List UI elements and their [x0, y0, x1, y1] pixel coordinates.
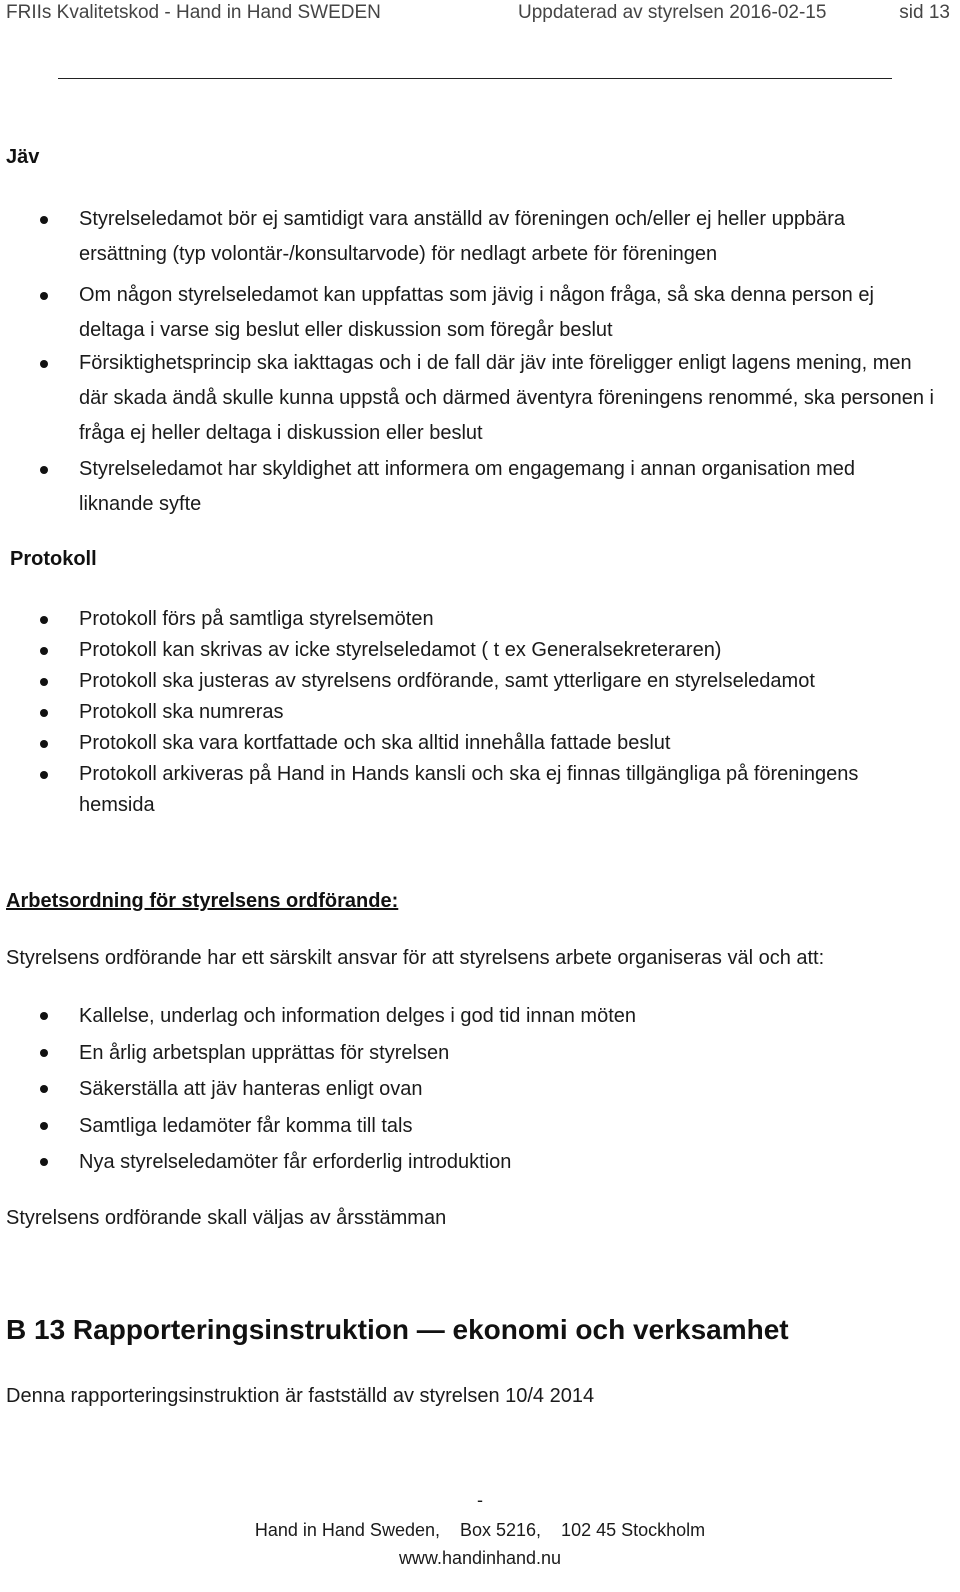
bullet-icon: [40, 1012, 48, 1020]
list-item-text: Protokoll ska numreras: [79, 701, 284, 723]
list-item: [0, 452, 945, 522]
list-item: [0, 998, 945, 1035]
list-item-text: Protokoll ska vara kortfattade och ska alltid innehålla fattade beslut: [79, 732, 671, 754]
list-item-text: Protokoll ska justeras av styrelsens ordförande, samt ytterligare en styrelseledamot: [79, 670, 815, 692]
bullet-icon: [40, 292, 48, 300]
list-item-text: Protokoll kan skrivas av icke styrelseledamot ( t ex Generalsekreteraren): [79, 639, 722, 661]
bullet-icon: [40, 466, 48, 474]
section-heading-b13: B 13 Rapporteringsinstruktion — ekonomi och verksamhet: [6, 1314, 789, 1345]
list-item-text: Styrelseledamot bör ej samtidigt vara anställd av föreningen och/eller ej heller uppbära ersättning (typ volontär-/konsultarvode) för nedlagt arbete för föreningen: [79, 208, 845, 265]
ordforande-list: [0, 998, 945, 1181]
list-item: [0, 635, 945, 666]
jav-list: [0, 202, 945, 522]
bullet-icon: [40, 1085, 48, 1093]
bullet-icon: [40, 616, 48, 624]
bullet-icon: [40, 678, 48, 686]
ordforande-intro: Styrelsens ordförande har ett särskilt ansvar för att styrelsens arbete organiseras väl och att:: [6, 947, 825, 969]
list-item: [0, 697, 945, 728]
bullet-icon: [40, 647, 48, 655]
section-heading-protokoll: Protokoll: [10, 548, 97, 570]
list-item: [0, 759, 945, 821]
list-item: [0, 604, 945, 635]
list-item: [0, 278, 945, 346]
bullet-icon: [40, 771, 48, 779]
list-item: [0, 202, 945, 274]
list-item-text: Protokoll förs på samtliga styrelsemöten: [79, 608, 434, 630]
bullet-icon: [40, 1158, 48, 1166]
footer-website: www.handinhand.nu: [398, 1548, 562, 1568]
bullet-icon: [40, 1049, 48, 1057]
header-rule: [58, 78, 892, 79]
list-item: [0, 346, 945, 452]
bullet-icon: [40, 360, 48, 368]
section-heading-jav: Jäv: [6, 146, 40, 168]
bullet-icon: [40, 1122, 48, 1130]
section-heading-ordforande: Arbetsordning för styrelsens ordförande:: [6, 890, 399, 912]
list-item-text: Nya styrelseledamöter får erforderlig introduktion: [79, 1151, 512, 1173]
list-item-text: Samtliga ledamöter får komma till tals: [79, 1114, 413, 1137]
footer-address: Hand in Hand Sweden, Box 5216, 102 45 Stockholm: [254, 1520, 706, 1540]
bullet-icon: [40, 216, 48, 224]
list-item-text: Om någon styrelseledamot kan uppfattas som jävig i någon fråga, så ska denna person ej deltaga i varse sig beslut eller diskussion som föregår beslut: [79, 284, 874, 341]
list-item: [0, 1108, 945, 1145]
page-header: [6, 2, 950, 28]
header-page-number: sid 13: [899, 2, 950, 23]
list-item: [0, 728, 945, 759]
list-item: [0, 1144, 945, 1181]
list-item-text: Protokoll arkiveras på Hand in Hands kansli och ska ej finnas tillgängliga på föreningens hemsida: [79, 763, 859, 816]
list-item-text: Kallelse, underlag och information delges i god tid innan möten: [79, 1005, 637, 1027]
list-item-text: Försiktighetsprincip ska iakttagas och i de fall där jäv inte föreligger enligt lagens mening, men där skada ändå skulle kunna uppstå och därmed äventyra föreningens renommé, ska personen i fråga ej heller deltaga i diskussion eller beslut: [79, 352, 934, 444]
header-updated-note: Uppdaterad av styrelsen 2016-02-15: [518, 2, 827, 23]
protokoll-list: [0, 604, 945, 821]
list-item-text: En årlig arbetsplan upprättas för styrelsen: [79, 1041, 450, 1064]
header-doc-title: FRIIs Kvalitetskod - Hand in Hand SWEDEN: [6, 2, 381, 23]
bullet-icon: [40, 709, 48, 717]
list-item-text: Styrelseledamot har skyldighet att informera om engagemang i annan organisation med liknande syfte: [79, 458, 855, 515]
ordforande-closing: Styrelsens ordförande skall väljas av årsstämman: [6, 1207, 447, 1229]
list-item: [0, 1071, 945, 1108]
b13-subtext: Denna rapporteringsinstruktion är fastställd av styrelsen 10/4 2014: [6, 1385, 595, 1407]
list-item: [0, 666, 945, 697]
footer-dash: -: [477, 1490, 483, 1510]
bullet-icon: [40, 740, 48, 748]
list-item: [0, 1035, 945, 1072]
list-item-text: Säkerställa att jäv hanteras enligt ovan: [79, 1078, 423, 1100]
